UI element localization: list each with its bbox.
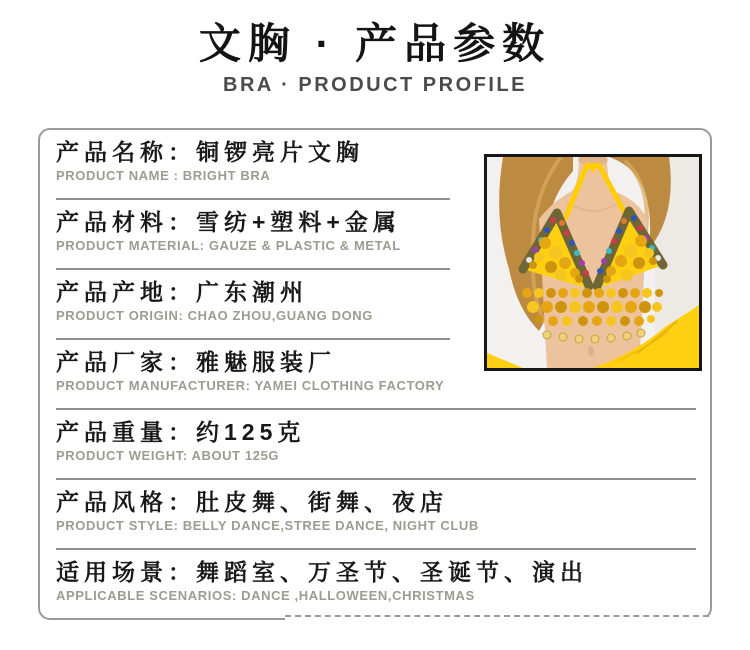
page-header bbox=[0, 0, 750, 97]
watermark-dashed-line bbox=[285, 615, 709, 621]
product-spec-panel bbox=[38, 128, 712, 620]
spec-row-scenarios bbox=[40, 550, 710, 620]
spec-manufacturer-en: PRODUCT MANUFACTURER: YAMEI CLOTHING FACTORY bbox=[56, 378, 445, 394]
spec-style-cn: 产品风格：肚皮舞、街舞、夜店 bbox=[56, 489, 448, 515]
spec-manufacturer-cn: 产品厂家：雅魅服装厂 bbox=[56, 349, 336, 375]
spec-material-cn: 产品材料：雪纺+塑料+金属 bbox=[56, 209, 401, 235]
spec-style-en: PRODUCT STYLE: BELLY DANCE,STREE DANCE, NIGHT CLUB bbox=[56, 518, 479, 534]
spec-name-en: PRODUCT NAME : BRIGHT BRA bbox=[56, 168, 271, 184]
spec-origin-en: PRODUCT ORIGIN: CHAO ZHOU,GUANG DONG bbox=[56, 308, 373, 324]
spec-row-weight bbox=[40, 410, 710, 480]
spec-row-style bbox=[40, 480, 710, 550]
spec-scenarios-cn: 适用场景：舞蹈室、万圣节、圣诞节、演出 bbox=[56, 559, 588, 585]
spec-material-en: PRODUCT MATERIAL: GAUZE & PLASTIC & METAL bbox=[56, 238, 401, 254]
page-title: 文胸 · 产品参数 bbox=[198, 20, 552, 67]
spec-name-cn: 产品名称：铜锣亮片文胸 bbox=[56, 139, 364, 165]
spec-weight-en: PRODUCT WEIGHT: ABOUT 125G bbox=[56, 448, 280, 464]
product-photo bbox=[484, 154, 702, 371]
spec-origin-cn: 产品产地：广东潮州 bbox=[56, 279, 308, 305]
spec-scenarios-en: APPLICABLE SCENARIOS: DANCE ,HALLOWEEN,CHRISTMAS bbox=[56, 588, 475, 604]
page-subtitle: BRA · PRODUCT PROFILE bbox=[223, 74, 527, 97]
spec-weight-cn: 产品重量：约125克 bbox=[56, 419, 306, 445]
